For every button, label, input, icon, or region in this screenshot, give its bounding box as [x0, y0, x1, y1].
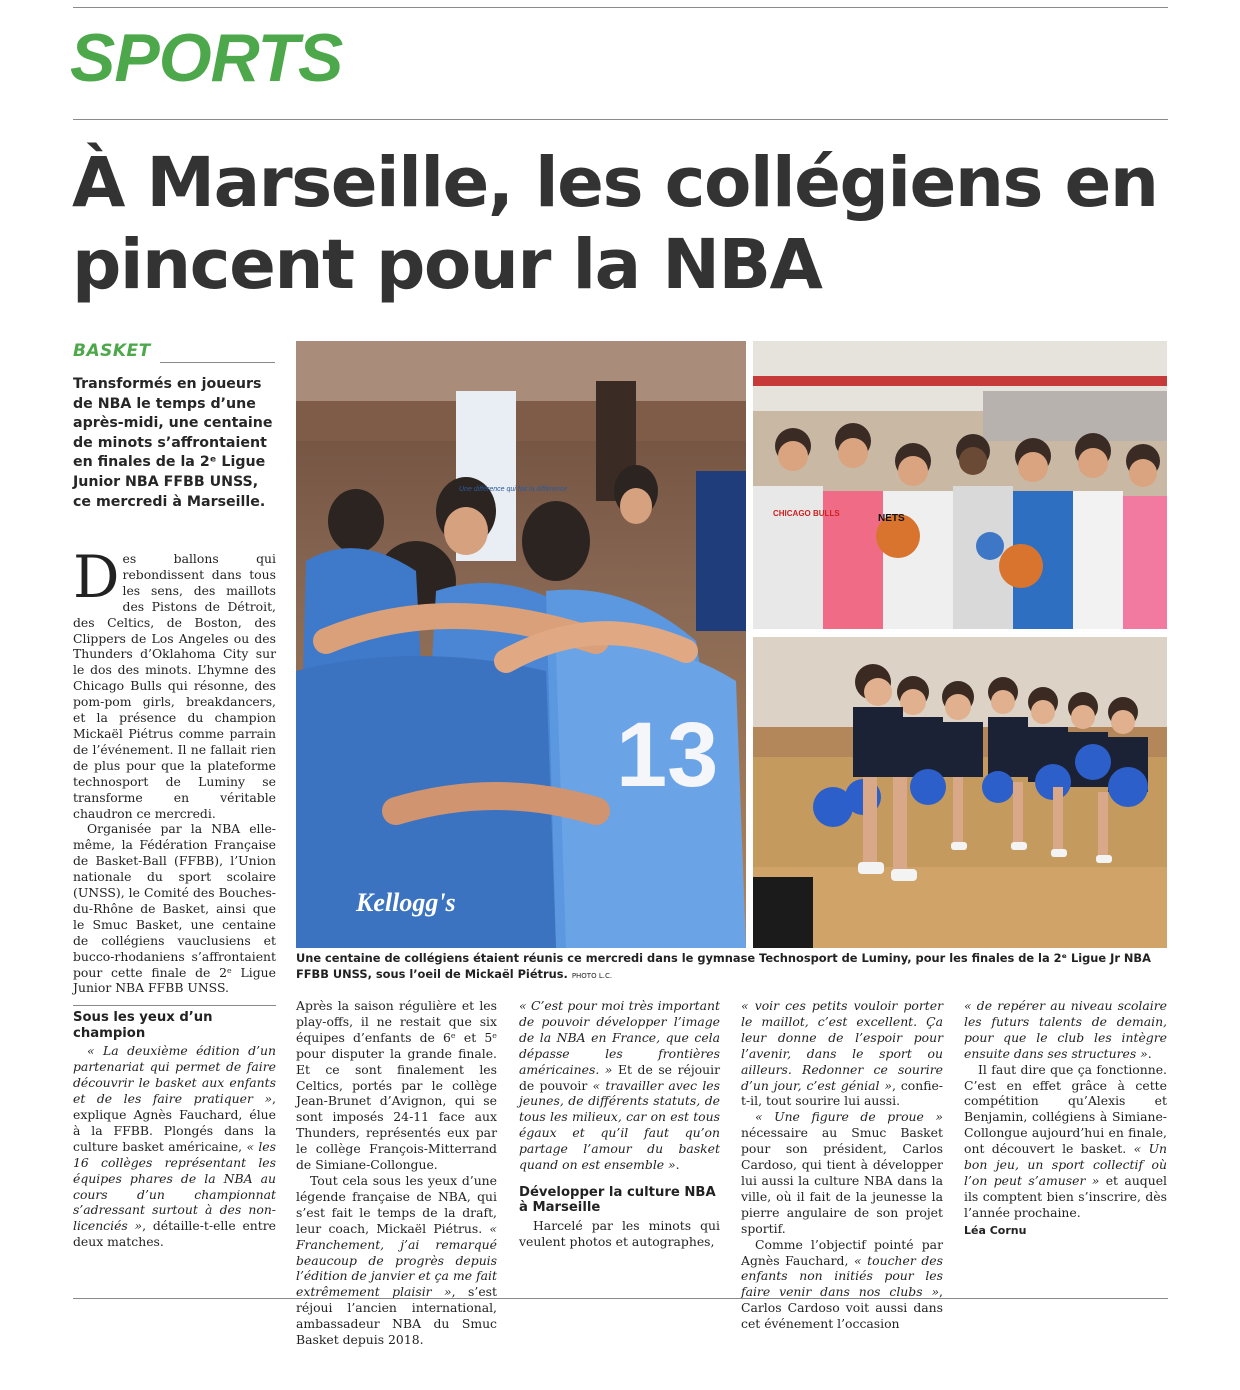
kids-group-illustration — [753, 341, 1167, 629]
rubric-rule — [160, 362, 275, 363]
quote-fauchard-1: « La deuxième édition d’un partenariat qui permet de faire découvrir le basket aux enfants et de les faire pratiquer » — [73, 1043, 276, 1107]
p7-text-1: nécessaire au Smuc Basket pour son président, Carlos Cardoso, qui tient à développer lui aussi la culture NBA dans la ville, où il fait de la jeunesse la pierre angulaire de son projet sportif. — [741, 1125, 943, 1236]
photo-credit: PHOTO L.C. — [571, 971, 613, 980]
kid-jersey-text-1: NETS — [878, 513, 905, 524]
photo-cheerleaders — [753, 637, 1167, 948]
subhead-sous-les-yeux: Sous les yeux d’un champion — [73, 1010, 213, 1041]
quote-pietrus-2: « C’est pour moi très important de pouvoir développer l’image de la NBA en France, que cela dépasse les frontières américaines. » — [519, 998, 720, 1077]
section-title: SPORTS — [70, 20, 343, 96]
jersey-number-13: 13 — [616, 704, 719, 806]
article-column-3 — [519, 998, 720, 1250]
quote-figure-de-proue: « Une figure de proue » — [755, 1109, 943, 1125]
p6-text-2: , confie-t-il, tout sourire lui aussi. — [741, 1077, 943, 1109]
team-huddle-illustration — [296, 341, 746, 948]
header-rule — [73, 119, 1168, 120]
drop-cap: D — [73, 543, 120, 611]
paragraph-2: Organisée par la NBA elle-même, la Fédération Française de Basket-Ball (FFBB), l’Union nationale du sport scolaire (UNSS), le Comité des Bouches-du-Rhône de Basket, ainsi que le Smuc Basket, une centaine de collégiens vauclusiens et bucco-rhodaniens s’affrontaient pour cette finale de 2ᵉ Ligue Junior NBA FFBB UNSS. — [73, 821, 276, 996]
caption-text: Une centaine de collégiens étaient réunis ce mercredi dans le gymnase Technosport de Luminy, pour les finales de la 2ᵉ Ligue Jr NBA FFBB UNSS, sous l’oeil de Mickaël Piétrus. — [296, 951, 1151, 981]
paragraph-7 — [741, 1109, 943, 1236]
article-column-4 — [741, 998, 943, 1332]
p5-text-3: Et de se réjouir de pouvoir — [519, 1061, 720, 1093]
p3-text-2: , détaille-t-elle entre deux matches. — [73, 1218, 276, 1250]
paragraph-3 — [73, 1043, 276, 1250]
column-1-top-rule — [73, 1005, 276, 1006]
top-rule — [73, 7, 1168, 8]
p5-text-4: . — [675, 1157, 680, 1173]
paragraph-9 — [964, 1062, 1167, 1221]
paragraph-5 — [296, 1173, 497, 1348]
quote-pietrus-4: « voir ces petits vouloir porter le maillot, c’est excellent. Ça leur donne de l’espoir pour l’avenir, dans le sport ou ailleurs. Redonner ce sourire d’un jour, c’est génial » — [741, 998, 943, 1093]
subhead-developper: Développer la culture NBA à Marseille — [519, 1184, 716, 1216]
quote-alexis-benjamin: « Un bon jeu, un sport collectif où l’on peut s’amuser » — [964, 1141, 1167, 1188]
article-column-1 — [73, 543, 276, 1250]
quote-fauchard-3: « toucher des enfants non initiés pour les faire venir dans nos clubs » — [741, 1252, 943, 1300]
article-column-2 — [296, 998, 497, 1348]
quote-pietrus-1: « Franchement, j’ai remarqué beaucoup de progrès depuis l’édition de janvier et ça me fait extrêmement plaisir » — [296, 1220, 497, 1300]
p6-text-1: Harcelé par les minots qui veulent photos et autographes, — [519, 1217, 720, 1249]
photo-team-huddle — [296, 341, 746, 948]
lead-paragraph: Transformés en joueurs de NBA le temps d’une après-midi, une centaine de minots s’affrontaient en finales de la 2ᵉ Ligue Junior NBA FFBB UNSS, ce mercredi à Marseille. — [73, 376, 273, 510]
photo-caption — [296, 951, 1168, 984]
p8-text-2: , Carlos Cardoso voit aussi dans cet événement l’occasion — [741, 1284, 943, 1332]
p5-text-1: Tout cela sous les yeux d’une légende française de NBA, qui s’est fait le temps de la draft, leur coach, Mickaël Piétrus. — [296, 1172, 497, 1236]
quote-pietrus-3: « travailler avec les jeunes, de différents statuts, de tous les milieux, car on est tous égaux et qu’il faut qu’on partage l’amour du basket quand on est ensemble » — [519, 1077, 720, 1173]
paragraph-4: Après la saison régulière et les play-offs, il ne restait que six équipes d’enfants de 6ᵉ et 5ᵉ pour disputer la grande finale. Et ce sont finalement les Celtics, portés par le collège Jean-Brunet d’Avignon, qui se sont imposés 24-11 face aux Thunders, représentés eux par le collège François-Mitterrand de Simiane-Collongue. — [296, 998, 497, 1173]
quote-cardoso-1: « de repérer au niveau scolaire les futurs talents de demain, pour que le club les intègre ensuite dans ses structures » — [964, 998, 1167, 1061]
paragraph-8 — [741, 1237, 943, 1332]
p5-text-2: , s’est réjoui l’ancien international, ambassadeur NBA du Smuc Basket depuis 2018. — [296, 1284, 497, 1348]
p8-text-1: Comme l’objectif pointé par Agnès Fauchard, — [741, 1236, 943, 1268]
kelloggs-logo: Kellogg's — [356, 888, 456, 917]
p3-text-1: , explique Agnès Fauchard, élue à la FFBB. Plongés dans la culture basket américaine, — [73, 1091, 276, 1154]
bottom-rule — [73, 1298, 1168, 1299]
cheerleaders-illustration — [753, 637, 1167, 948]
paragraph-1: es ballons qui rebondissent dans tous les sens, des maillots des Pistons de Détroit, des Celtics, de Boston, des Clippers de Los Angeles ou des Thunders d’Oklahoma City sur le dos des minots. L’hymne des Chicago Bulls qui résonne, des pom-pom girls, breakdancers, et la présence du champion Mickaël Piétrus comme parrain de l’événement. Il ne fallait rien de plus pour que la plateforme technosport de Luminy se transforme en véritable chaudron ce mercredi. — [73, 551, 276, 821]
headline: À Marseille, les collégiens en pincent pour la NBA — [72, 143, 1158, 305]
quote-fauchard-2: « les 16 collèges représentant les équipes phares de la NBA au cours d’un championnat s’adressant surtout à des non-licenciés » — [73, 1138, 276, 1234]
p8-text-3: . — [1147, 1045, 1152, 1061]
article-column-5 — [964, 998, 1167, 1239]
p9-text-2: et auquel ils comptent bien s’inscrire, dès l’année prochaine. — [964, 1172, 1168, 1220]
p9-text-1: Il faut dire que ça fonctionne. C’est en effet grâce à cette compétition qu’Alexis et Benjamin, collégiens à Simiane-Collongue aujourd’hui en finale, ont découvert le basket. — [964, 1061, 1167, 1157]
rubric-label: BASKET — [73, 341, 151, 361]
author-signature: Léa Cornu — [964, 1223, 1027, 1237]
photo-kids-group — [753, 341, 1167, 629]
banner-text: Une différence qui fait la différence — [459, 486, 568, 493]
paragraph-6-start — [519, 1218, 720, 1250]
kid-jersey-text-2: CHICAGO BULLS — [773, 509, 840, 518]
